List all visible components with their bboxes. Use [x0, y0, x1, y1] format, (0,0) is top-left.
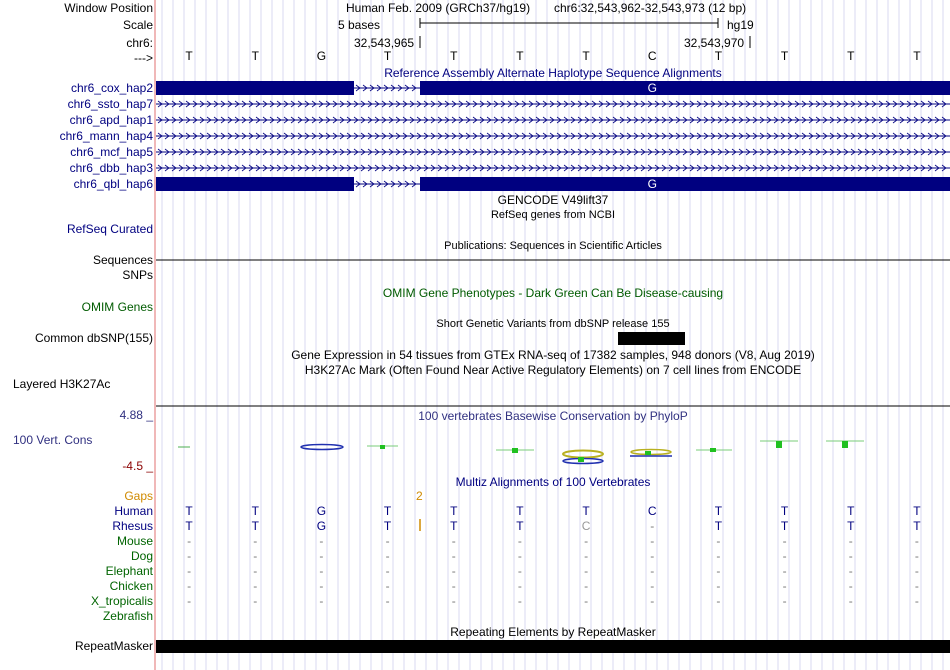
reference-base: T	[450, 49, 458, 63]
alignment-base: -	[782, 579, 787, 593]
alignment-base: T	[780, 504, 789, 518]
base-grid-lines	[162, 0, 943, 670]
alignment-base: -	[517, 534, 522, 548]
alignment-base: -	[385, 564, 390, 578]
alignment-base: -	[253, 579, 258, 593]
alignment-base: -	[650, 579, 655, 593]
alt-haplotype-feature[interactable]	[156, 117, 950, 123]
alignment-base: -	[253, 594, 258, 608]
conservation-plot	[178, 441, 864, 464]
reference-base: T	[913, 49, 921, 63]
refseq-track-title: RefSeq genes from NCBI	[490, 209, 616, 221]
omim-track-title: OMIM Gene Phenotypes - Dark Green Can Be Disease-causing	[382, 286, 724, 300]
alignment-base: -	[451, 594, 456, 608]
refseq-curated-label[interactable]: RefSeq Curated	[66, 222, 153, 236]
alignment-base: -	[584, 534, 589, 548]
alignment-base: -	[914, 564, 919, 578]
alignment-base: -	[914, 534, 919, 548]
alignment-base: -	[914, 594, 919, 608]
alignment-base: T	[516, 504, 524, 518]
alignment-base: -	[517, 579, 522, 593]
alignment-base: -	[385, 549, 390, 563]
gaps-label: Gaps	[124, 489, 153, 503]
coord-left-text: 32,543,965	[354, 36, 415, 50]
alt-haplotype-base: G	[647, 81, 657, 95]
alignment-base: -	[584, 594, 589, 608]
snps-label[interactable]: SNPs	[122, 268, 153, 282]
conservation-max-value: 4.88 _	[119, 408, 153, 422]
conservation-label[interactable]: 100 Vert. Cons	[13, 433, 93, 447]
alignment-base: -	[385, 579, 390, 593]
alignment-base: T	[714, 504, 723, 518]
alignment-base: -	[319, 534, 324, 548]
alignment-base: T	[780, 519, 789, 533]
alignment-base: -	[517, 564, 522, 578]
sequences-label[interactable]: Sequences	[92, 253, 153, 267]
alt-haplotype-label[interactable]: chr6_mann_hap4	[59, 129, 153, 143]
alignment-base: -	[782, 594, 787, 608]
multiz-track-title: Multiz Alignments of 100 Vertebrates	[455, 475, 651, 489]
species-label-rhesus: Rhesus	[112, 519, 153, 533]
reference-base: T	[383, 49, 392, 63]
repeatmasker-label[interactable]: RepeatMasker	[74, 639, 153, 653]
alignment-base: -	[385, 594, 390, 608]
alt-haplotype-feature[interactable]	[156, 149, 950, 155]
alignment-base: -	[584, 549, 589, 563]
alignment-base: -	[187, 549, 192, 563]
common-dbsnp-label[interactable]: Common dbSNP(155)	[34, 331, 153, 345]
alt-haplotype-track-title: Reference Assembly Alternate Haplotype Sequence Alignments	[384, 66, 722, 80]
alt-haplotype-label[interactable]: chr6_qbl_hap6	[73, 177, 153, 191]
alignment-base: -	[782, 549, 787, 563]
reference-base: T	[251, 49, 259, 63]
alignment-base: -	[451, 549, 456, 563]
alignment-base: -	[782, 564, 787, 578]
reference-base: T	[516, 49, 524, 63]
reference-base: T	[847, 49, 855, 63]
alignment-base: T	[450, 504, 458, 518]
alt-haplotype-label[interactable]: chr6_apd_hap1	[69, 113, 153, 127]
alt-haplotype-feature[interactable]	[156, 165, 950, 171]
species-label-chicken: Chicken	[109, 579, 153, 593]
alt-haplotype-feature[interactable]	[156, 133, 950, 139]
alignment-base: -	[848, 579, 853, 593]
conservation-min-value: -4.5 _	[122, 459, 153, 473]
alignment-base: -	[584, 579, 589, 593]
dbsnp-variant-block[interactable]	[618, 332, 685, 345]
alt-haplotype-feature[interactable]	[156, 177, 950, 191]
alignment-base: -	[716, 579, 721, 593]
dbsnp-track-title: Short Genetic Variants from dbSNP release 155	[436, 318, 670, 330]
position-text: chr6:32,543,962-32,543,973 (12 bp)	[554, 1, 747, 15]
alignment-base: -	[253, 549, 258, 563]
alignment-base: -	[650, 519, 655, 533]
alignment-base: -	[584, 564, 589, 578]
alignment-base: -	[914, 549, 919, 563]
reference-base: T	[780, 49, 789, 63]
species-label-x-tropicalis: X_tropicalis	[90, 594, 153, 608]
layered-h3k27ac-label[interactable]: Layered H3K27Ac	[13, 377, 111, 391]
alignment-base: -	[319, 594, 324, 608]
species-label-dog: Dog	[130, 549, 153, 563]
alt-haplotype-label[interactable]: chr6_dbb_hap3	[69, 161, 153, 175]
alignment-base: -	[650, 564, 655, 578]
alignment-base: -	[187, 534, 192, 548]
alignment-base: -	[650, 594, 655, 608]
alignment-base: G	[316, 519, 327, 533]
window-position-label: Window Position	[64, 1, 153, 15]
alignment-base: -	[319, 579, 324, 593]
reference-base: T	[582, 49, 590, 63]
scale-label: Scale	[122, 18, 153, 32]
alignment-base: T	[185, 504, 193, 518]
alignment-base: T	[714, 519, 723, 533]
alt-haplotype-label[interactable]: chr6_mcf_hap5	[70, 145, 153, 159]
species-label-elephant: Elephant	[105, 564, 153, 578]
alignment-base: -	[187, 564, 192, 578]
alignment-base: -	[716, 549, 721, 563]
alignment-base: -	[848, 549, 853, 563]
alignment-base: -	[451, 564, 456, 578]
alt-haplotype-label[interactable]: chr6_ssto_hap7	[67, 97, 153, 111]
assembly-text: Human Feb. 2009 (GRCh37/hg19)	[346, 1, 531, 15]
alignment-base: -	[716, 534, 721, 548]
alignment-base: G	[316, 504, 327, 518]
alignment-base: -	[319, 549, 324, 563]
alignment-base: -	[650, 534, 655, 548]
alignment-base: -	[782, 534, 787, 548]
species-label-mouse: Mouse	[116, 534, 153, 548]
alignment-base: -	[848, 594, 853, 608]
alignment-base: -	[914, 579, 919, 593]
alignment-base: T	[383, 519, 392, 533]
alignment-base: -	[650, 549, 655, 563]
alignment-base: -	[451, 534, 456, 548]
alignment-base: C	[647, 504, 657, 518]
alignment-base: -	[187, 579, 192, 593]
db-text: hg19	[727, 18, 754, 32]
alignment-base: -	[716, 564, 721, 578]
gencode-track-title: GENCODE V49lift37	[497, 193, 609, 207]
h3k27ac-track-title: H3K27Ac Mark (Often Found Near Active Regulatory Elements) on 7 cell lines from ENCODE	[304, 363, 802, 377]
alt-haplotype-label[interactable]: chr6_cox_hap2	[70, 81, 153, 95]
alignment-base: T	[913, 504, 921, 518]
repeatmasker-track-title: Repeating Elements by RepeatMasker	[450, 625, 656, 639]
repeatmasker-block[interactable]	[156, 640, 950, 653]
alignment-base: T	[383, 504, 392, 518]
alignment-base: -	[451, 579, 456, 593]
alignment-base: T	[847, 519, 855, 533]
alt-haplotype-base: G	[647, 177, 657, 191]
gtex-track-title: Gene Expression in 54 tissues from GTEx RNA-seq of 17382 samples, 948 donors (V8, Aug 2019)	[291, 348, 815, 362]
alignment-base: C	[581, 519, 591, 533]
alt-haplotype-feature[interactable]	[156, 101, 950, 107]
alt-haplotype-graphics	[156, 81, 950, 191]
scale-text: 5 bases	[338, 18, 381, 32]
publications-track-title: Publications: Sequences in Scientific Articles	[444, 240, 662, 252]
reference-base: C	[647, 49, 657, 63]
coord-right-text: 32,543,970	[684, 36, 745, 50]
alignment-base: -	[848, 534, 853, 548]
chromosome-label: chr6:	[126, 36, 153, 50]
alignment-base: -	[517, 594, 522, 608]
alignment-base: T	[913, 519, 921, 533]
conservation-track-title: 100 vertebrates Basewise Conservation by PhyloP	[418, 409, 688, 423]
alignment-base: T	[251, 519, 259, 533]
reference-base: G	[316, 49, 327, 63]
alignment-base: T	[251, 504, 259, 518]
alignment-base: T	[516, 519, 524, 533]
species-label-human: Human	[114, 504, 153, 518]
alignment-base: -	[253, 564, 258, 578]
alignment-base: -	[319, 564, 324, 578]
alignment-base: -	[253, 534, 258, 548]
alt-haplotype-feature[interactable]	[156, 81, 950, 95]
alignment-base: T	[847, 504, 855, 518]
alignment-base: -	[187, 594, 192, 608]
omim-genes-label[interactable]: OMIM Genes	[81, 300, 153, 314]
alignment-base: -	[716, 594, 721, 608]
species-label-zebrafish: Zebrafish	[102, 609, 153, 623]
alignment-base: T	[185, 519, 193, 533]
alignment-base: -	[848, 564, 853, 578]
gap-count-value: 2	[416, 489, 423, 503]
alignment-base: -	[517, 549, 522, 563]
strand-arrow-label: --->	[134, 51, 153, 65]
reference-base: T	[185, 49, 193, 63]
alignment-base: T	[582, 504, 590, 518]
alignment-base: -	[385, 534, 390, 548]
alignment-base: T	[450, 519, 458, 533]
reference-base: T	[714, 49, 723, 63]
